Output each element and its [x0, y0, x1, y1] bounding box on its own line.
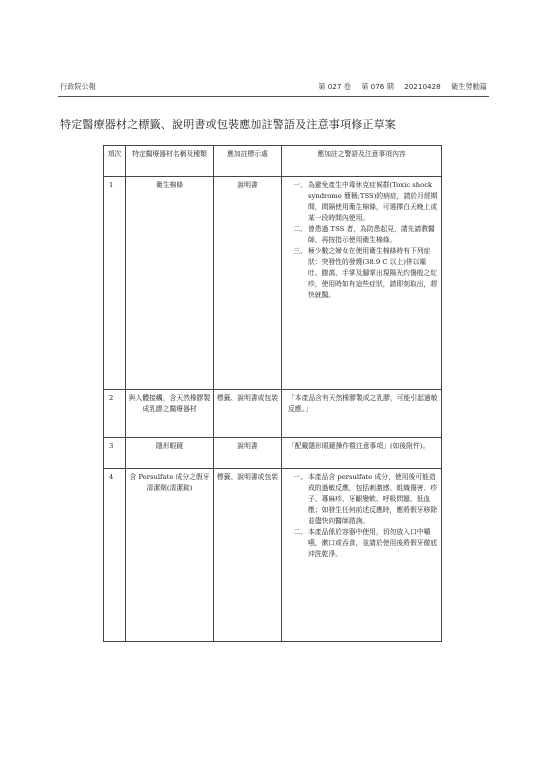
device-name: 含 Persulfate 成分之假牙清潔劑(清潔錠)	[126, 469, 214, 642]
table-header-row	[104, 146, 442, 177]
device-name: 衛生棉條	[126, 177, 214, 390]
label-location: 說明書	[214, 177, 282, 390]
warning-content	[282, 390, 442, 438]
row-no: 4	[104, 469, 126, 642]
warning-text: 「配戴隱形眼鏡操作暨注意事項」(如後附件)。	[288, 442, 430, 450]
issue-info	[310, 82, 487, 92]
table-row	[104, 390, 442, 438]
item-number: 二、	[293, 528, 307, 536]
publication-name: 行政院公報	[60, 82, 96, 91]
item-text: 本產品含 persulfate 成分，使用後可能造成的過敏反應，包括刺激感、組織傷害、疹子、蕁麻疹、牙齦變軟、呼吸問題、低血壓；如發生任何前述反應時，應將假牙移除並儘快向醫師諮詢。	[308, 473, 438, 525]
warning-item	[286, 180, 438, 224]
row-no: 1	[104, 177, 126, 390]
header-label-location: 應加註標示處	[214, 146, 282, 177]
label-location: 標籤、說明書或包裝	[214, 390, 282, 438]
warning-content	[282, 469, 442, 642]
warning-item	[286, 527, 438, 560]
device-name: 隱形眼鏡	[126, 438, 214, 469]
warning-text: 「本產品含有天然橡膠製成之乳膠，可能引起過敏反應。」	[288, 394, 438, 413]
table-row	[104, 438, 442, 469]
section-name: 衛生勞動篇	[451, 82, 487, 91]
label-location: 標籤、說明書或包裝	[214, 469, 282, 642]
warnings-table	[103, 145, 442, 642]
item-number: 二、	[293, 225, 307, 233]
label-location: 說明書	[214, 438, 282, 469]
document-title: 特定醫療器材之標籤、說明書或包裝應加註警語及注意事項修正草案	[60, 118, 396, 131]
warning-item	[286, 472, 438, 527]
header-no: 項次	[104, 146, 126, 177]
warning-item	[286, 224, 438, 246]
item-number: 一、	[293, 473, 307, 481]
warning-item	[286, 246, 438, 301]
issue-number: 第 076 期	[361, 82, 394, 91]
warning-content	[282, 438, 442, 469]
publication-date: 20210428	[404, 82, 441, 91]
header-warning-content: 應加註之警語及注意事項內容	[282, 146, 442, 177]
row-no: 2	[104, 390, 126, 438]
warning-content	[282, 177, 442, 390]
item-text: 極少數之婦女在使用衛生棉條時有下列症狀：突發性的發燒(38.9 C 以上)併以嘔吐、腹瀉、手掌及腳掌出現陽光灼傷般之紅疹，使用時如有這些症狀，請即刻取出，趕快就醫。	[308, 247, 438, 299]
item-text: 為避免產生中毒休克症候群(Toxic shock syndrome 簡稱;TSS)的病症，請於月經期間，間隔使用衛生棉條，可選擇白天晚上或某一段時間內使用。	[308, 181, 438, 222]
header-rule	[58, 96, 489, 97]
page-header	[60, 82, 487, 96]
table-row	[104, 469, 442, 642]
device-name: 與人體接觸，含天然橡膠製成乳膠之醫療器材	[126, 390, 214, 438]
table-row	[104, 177, 442, 390]
header-device-name: 特定醫療器材名稱及種類	[126, 146, 214, 177]
row-no: 3	[104, 438, 126, 469]
item-text: 本產品係於容器中使用，切勿放入口中嚼嚥，漱口或吞食，並請於使用後將假牙徹底沖洗乾淨。	[308, 528, 438, 558]
volume-number: 第 027 卷	[318, 82, 351, 91]
item-text: 曾患過 TSS 者，為防患起見，請先請教醫師，再按指示使用衛生棉條。	[308, 225, 435, 244]
item-number: 三、	[293, 247, 307, 255]
item-number: 一、	[293, 181, 307, 189]
